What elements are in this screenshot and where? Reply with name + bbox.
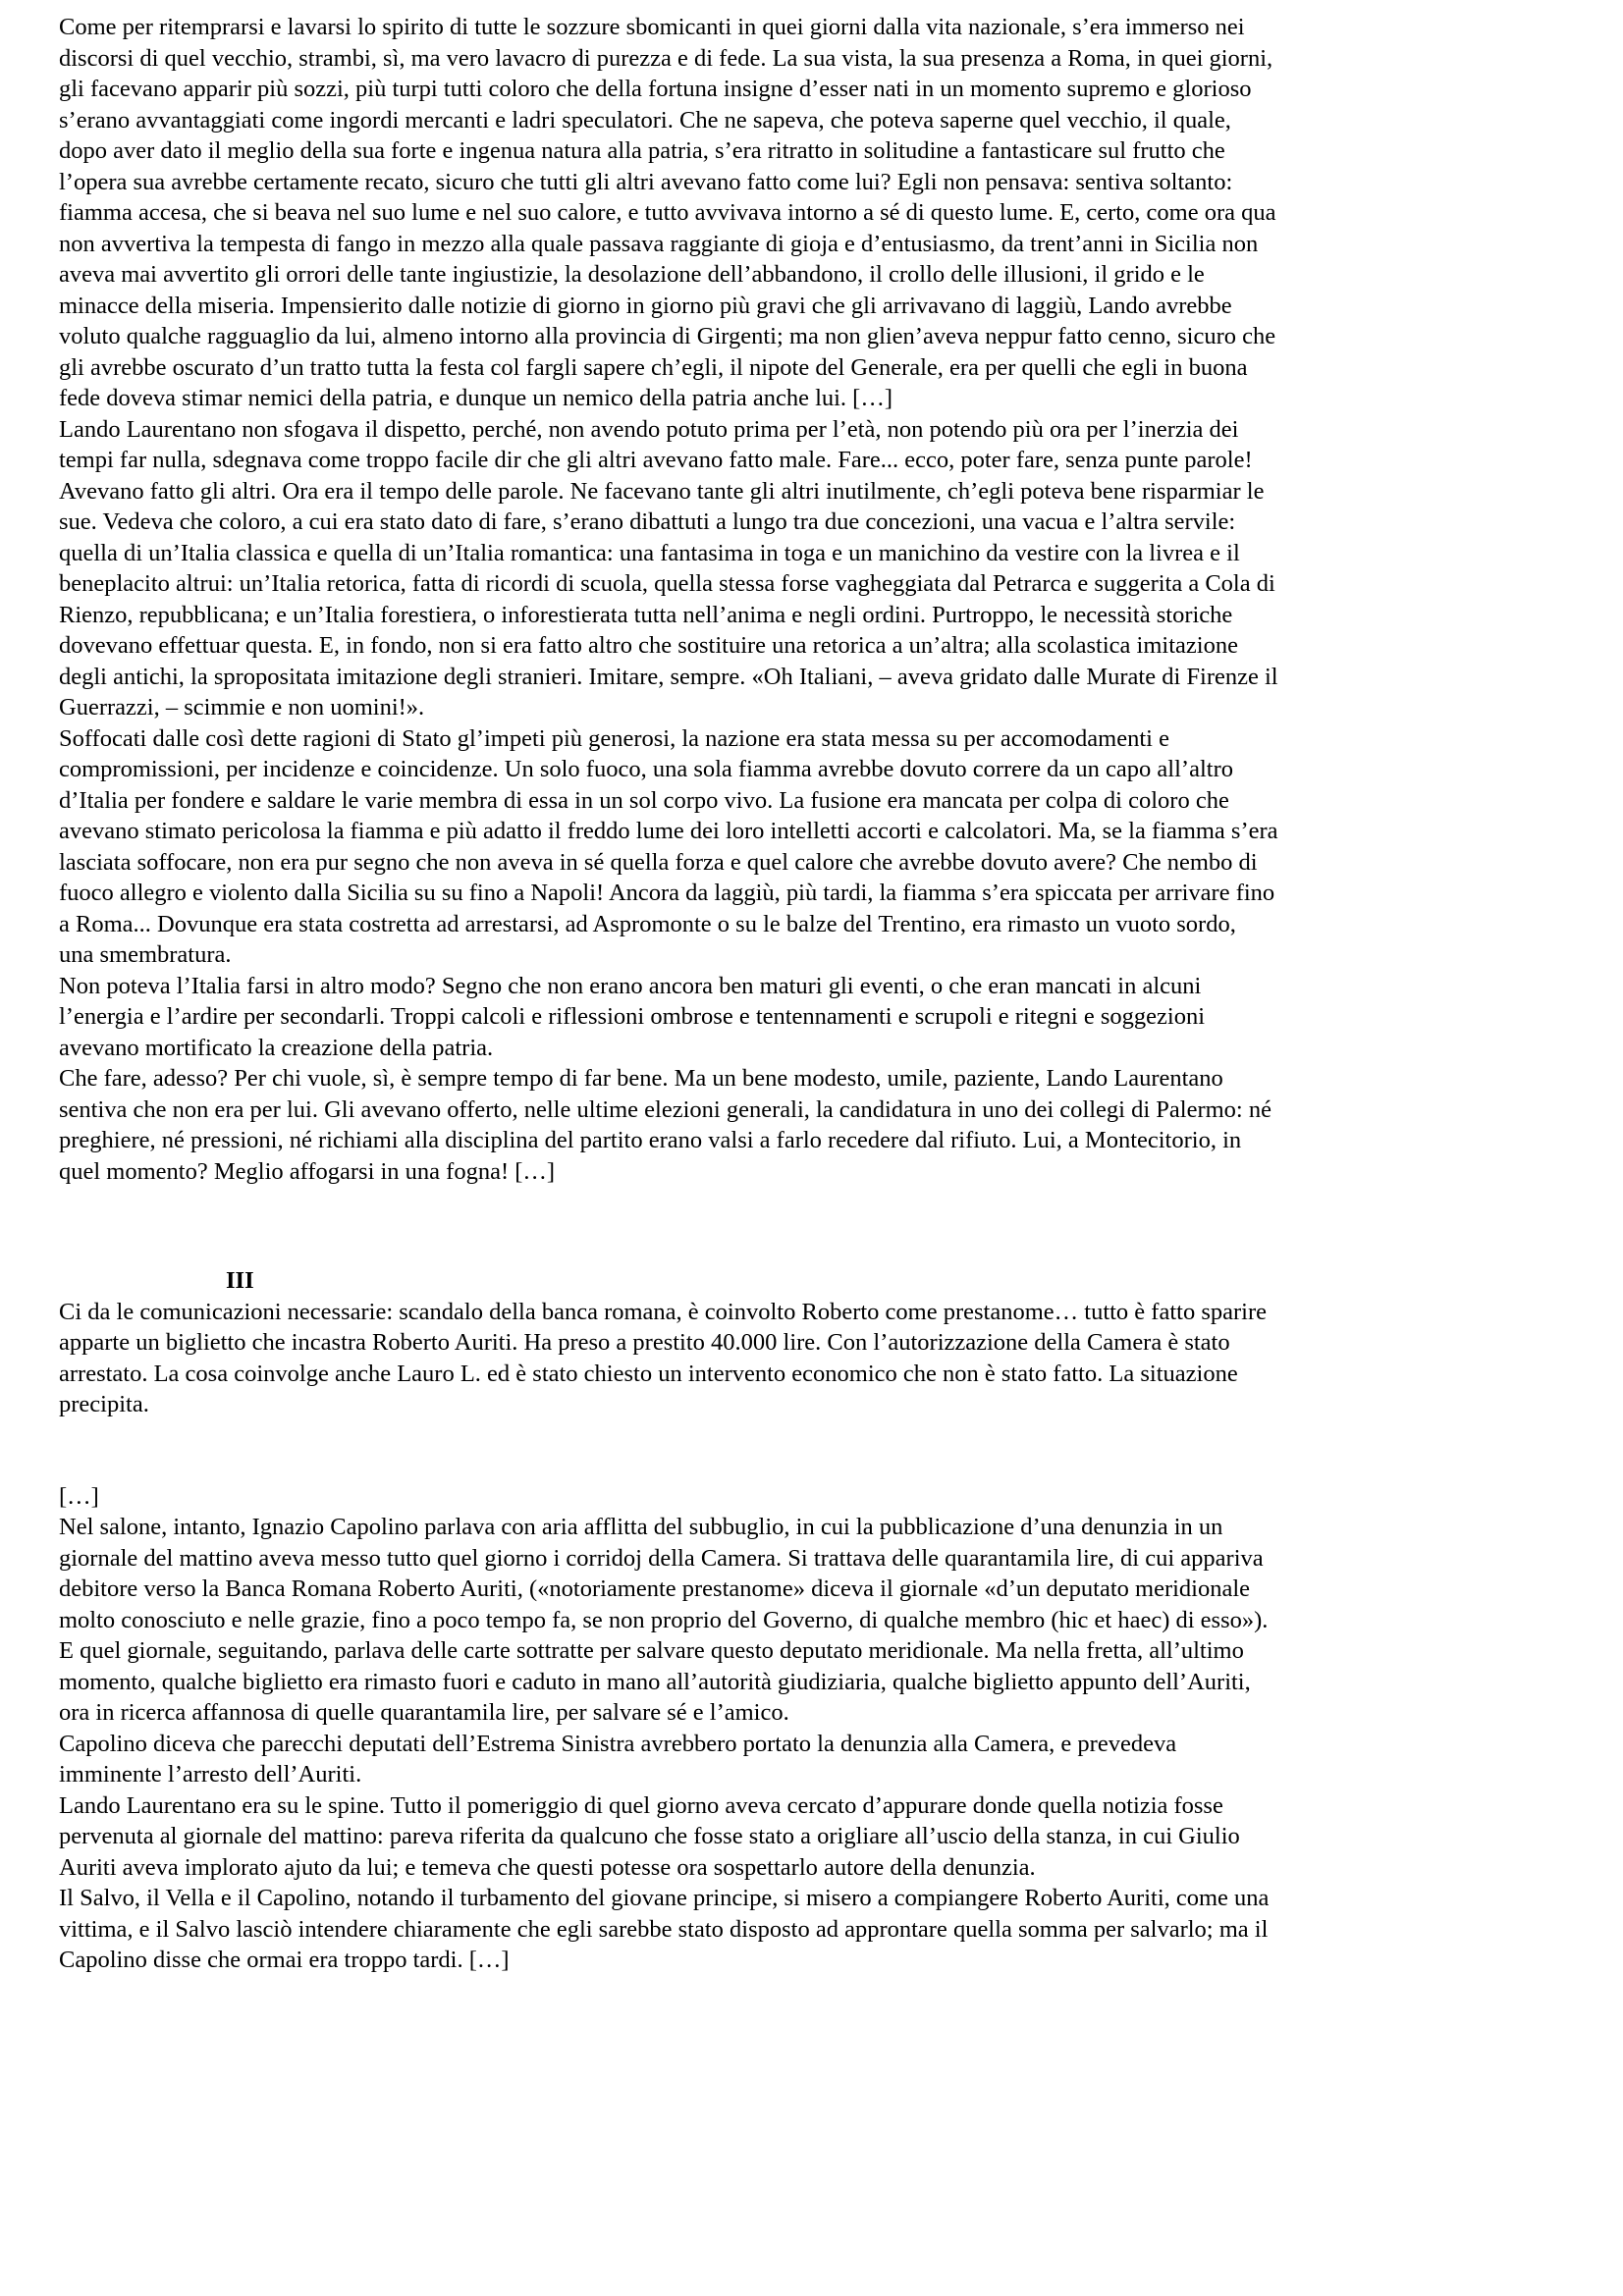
text-line: discorsi di quel vecchio, strambi, sì, ma vero lavacro di purezza e di fede. La sua vista, la sua presenza a Roma, in quei giorni, xyxy=(59,44,1273,72)
text-line: fiamma accesa, che si beava nel suo lume e nel suo calore, e tutto avvivava intorno a sé di questo lume. E, certo, come ora qua xyxy=(59,199,1276,226)
paragraph-fiamma-accesa xyxy=(59,12,1623,414)
paragraph-lando-dispetto xyxy=(59,414,1623,723)
text-line: pervenuta al giornale del mattino: pareva riferita da qualcuno che fosse stato a origliare all’uscio della stanza, in cui Giulio xyxy=(59,1823,1240,1849)
text-line: molto conosciuto e nelle grazie, fino a poco tempo fa, se non proprio del Governo, di qualche membro (hic et haec) di esso»). xyxy=(59,1606,1269,1633)
paragraph-estrema-sinistra xyxy=(59,1729,1623,1790)
text-line: Non poteva l’Italia farsi in altro modo? Segno che non erano ancora ben maturi gli eventi, o che eran mancati in alcuni xyxy=(59,972,1202,999)
text-line: Avevano fatto gli altri. Ora era il tempo delle parole. Ne facevano tante gli altri inutilmente, ch’egli poteva bene risparmiar le xyxy=(59,477,1265,505)
text-line: debitore verso la Banca Romana Roberto Auriti, («notoriamente prestanome» diceva il giornale «d’un deputato meridionale xyxy=(59,1575,1251,1602)
text-line: precipita. xyxy=(59,1391,149,1417)
text-line: momento, qualche biglietto era rimasto fuori e caduto in mano all’autorità giudiziaria, qualche biglietto appunto dell’Auriti, xyxy=(59,1668,1251,1695)
paragraph-italia-farsi xyxy=(59,971,1623,1064)
text-line: fede doveva stimar nemici della patria, e dunque un nemico della patria anche lui. […] xyxy=(59,385,893,411)
text-line: dopo aver dato il meglio della sua forte e ingenua natura alla patria, s’era ritratto in solitudine a fantasticare sul frutto che xyxy=(59,137,1225,164)
text-line: lasciata soffocare, non era pur segno che non aveva in sé quella forza e quel calore che avrebbe dovuto avere? Che nembo di xyxy=(59,848,1258,876)
text-line: fuoco allegro e violento dalla Sicilia su su fino a Napoli! Ancora da laggiù, più tardi, la fiamma s’era spiccata per arrivare fino xyxy=(59,880,1275,906)
text-line: Guerrazzi, – scimmie e non uomini!». xyxy=(59,694,425,721)
text-line: Auriti aveva implorato ajuto da lui; e temeva che questi potesse ora sospettarlo autore della denunzia. xyxy=(59,1853,1036,1881)
text-line: Il Salvo, il Vella e il Capolino, notando il turbamento del giovane principe, si misero a compiangere Roberto Auriti, come una xyxy=(59,1885,1270,1911)
chapter-heading: III xyxy=(226,1267,254,1294)
text-line: una smembratura. xyxy=(59,941,232,968)
text-line: a Roma... Dovunque era stata costretta ad arrestarsi, ad Aspromonte o su le balze del Trentino, era rimasto un vuoto sordo, xyxy=(59,910,1236,937)
text-line: degli antichi, la spropositata imitazione degli stranieri. Imitare, sempre. «Oh Italiani, – aveva gridato dalle Murate di Firenze il xyxy=(59,663,1278,690)
text-line: aveva mai avvertito gli orrori delle tante ingiustizie, la desolazione dell’abbandono, il crollo delle illusioni, il grido e le xyxy=(59,261,1205,288)
text-line: imminente l’arresto dell’Auriti. xyxy=(59,1761,362,1788)
text-line: dovevano effettuar questa. E, in fondo, non si era fatto altro che sostituire una retorica a un’altra; alla scolastica imitazione xyxy=(59,632,1238,659)
document-page xyxy=(59,12,1623,1976)
text-line: d’Italia per fondere e saldare le varie membra di essa in un sol corpo vivo. La fusione era mancata per colpa di coloro che xyxy=(59,786,1229,814)
text-line: non avvertiva la tempesta di fango in mezzo alla quale passava raggiante di gioja e d’entusiasmo, da trent’anni in Sicilia non xyxy=(59,230,1259,257)
text-line: Come per ritemprarsi e lavarsi lo spirito di tutte le sozzure sbomicanti in quei giorni dalla vita nazionale, s’era immerso nei xyxy=(59,14,1245,40)
text-line: Soffocati dalle così dette ragioni di Stato gl’impeti più generosi, la nazione era stata messa su per accomodamenti e xyxy=(59,724,1169,752)
text-line: giornale del mattino aveva messo tutto quel giorno i corridoj della Camera. Si trattava delle quarantamila lire, di cui appariva xyxy=(59,1544,1264,1572)
text-line: ora in ricerca affannosa di quelle quarantamila lire, per salvare sé e l’amico. xyxy=(59,1699,789,1726)
text-line: compromissioni, per incidenze e coincidenze. Un solo fuoco, una sola fiamma avrebbe dovuto correre da un capo all’altro xyxy=(59,756,1233,782)
text-line: gli facevano apparir più sozzi, più turpi tutti coloro che della fortuna insigne d’esser nati in un momento supremo e glorioso xyxy=(59,76,1252,102)
text-line: tempi far nulla, sdegnava come troppo facile dir che gli altri avevano fatto male. Fare... ecco, poter fare, senza punte parole! xyxy=(59,447,1253,473)
text-line: sentiva che non era per lui. Gli avevano offerto, nelle ultime elezioni generali, la candidatura in uno dei collegi di Palermo: né xyxy=(59,1095,1271,1123)
text-line: preghiere, né pressioni, né richiami alla disciplina del partito erano valsi a farlo recedere dal rifiuto. Lui, a Montecitorio, in xyxy=(59,1127,1242,1153)
text-line: voluto qualche ragguaglio da lui, almeno intorno alla provincia di Girgenti; ma non glien’aveva neppur fatto cenno, sicuro che xyxy=(59,323,1276,349)
text-line: E quel giornale, seguitando, parlava delle carte sottratte per salvare questo deputato meridionale. Ma nella fretta, all’ultimo xyxy=(59,1637,1244,1664)
text-line: quella di un’Italia classica e quella di un’Italia romantica: una fantasima in toga e un manichino da vestire con la livrea e il xyxy=(59,539,1240,566)
text-line: gli avrebbe oscurato d’un tratto tutta la festa col fargli sapere ch’egli, il nipote del Generale, era per quelli che egli in buona xyxy=(59,353,1248,381)
text-line: avevano mortificato la creazione della patria. xyxy=(59,1034,494,1061)
text-line: beneplacito altrui: un’Italia retorica, fatta di ricordi di scuola, quella stessa forse vagheggiata dal Petrarca e suggerita a Cola di xyxy=(59,570,1275,597)
section-gap xyxy=(59,1420,1623,1481)
text-line: arrestato. La cosa coinvolge anche Lauro L. ed è stato chiesto un intervento economico che non è stato fatto. La situazione xyxy=(59,1360,1238,1387)
text-line: Nel salone, intanto, Ignazio Capolino parlava con aria afflitta del subbuglio, in cui la pubblicazione d’una denunzia in un xyxy=(59,1514,1223,1540)
text-line: Che fare, adesso? Per chi vuole, sì, è sempre tempo di far bene. Ma un bene modesto, umile, paziente, Lando Laurentano xyxy=(59,1065,1223,1092)
paragraph-che-fare xyxy=(59,1063,1623,1187)
text-line: quel momento? Meglio affogarsi in una fogna! […] xyxy=(59,1157,556,1185)
text-line: vittima, e il Salvo lasciò intendere chiaramente che egli sarebbe stato disposto ad approntare quella somma per salvarlo; ma il xyxy=(59,1915,1269,1943)
text-line: minacce della miseria. Impensierito dalle notizie di giorno in giorno più gravi che gli arrivavano di laggiù, Lando avrebbe xyxy=(59,292,1232,319)
paragraph-ragioni-di-stato xyxy=(59,723,1623,971)
paragraph-salone-capolino xyxy=(59,1512,1623,1729)
text-line: Lando Laurentano non sfogava il dispetto, perché, non avendo potuto prima per l’età, non potendo più ora per l’inerzia dei xyxy=(59,415,1239,443)
paragraph-salvo-vella xyxy=(59,1883,1623,1976)
chapter-summary xyxy=(59,1297,1623,1420)
text-line: l’energia e l’ardire per secondarli. Troppi calcoli e riflessioni ombrose e tentennamenti e scrupoli e ritegni e soggezioni xyxy=(59,1003,1206,1030)
text-line: l’opera sua avrebbe certamente recato, sicuro che tutti gli altri avevano fatto come lui? Egli non pensava: sentiva soltanto: xyxy=(59,168,1233,195)
section-gap xyxy=(59,1187,1623,1265)
text-line: Capolino diceva che parecchi deputati dell’Estrema Sinistra avrebbero portato la denunzia alla Camera, e prevedeva xyxy=(59,1730,1177,1757)
text-line: Ci da le comunicazioni necessarie: scandalo della banca romana, è coinvolto Roberto come prestanome… tutto è fatto sparire xyxy=(59,1298,1267,1325)
paragraph-lando-spine xyxy=(59,1790,1623,1884)
text-line: avevano stimato pericolosa la fiamma e più adatto il freddo lume dei loro intelletti accorti e calcolatori. Ma, se la fiamma s’era xyxy=(59,818,1278,844)
ellipsis-marker: […] xyxy=(59,1482,99,1510)
text-line: apparte un biglietto che incastra Roberto Auriti. Ha preso a prestito 40.000 lire. Con l’autorizzazione della Camera è stato xyxy=(59,1329,1230,1356)
text-line: Capolino disse che ormai era troppo tardi. […] xyxy=(59,1947,510,1973)
text-line: Rienzo, repubblicana; e un’Italia forestiera, o inforestierata tutta nell’anima e negli ordini. Purtroppo, le necessità storiche xyxy=(59,601,1233,628)
text-line: s’erano avvantaggiati come ingordi mercanti e ladri speculatori. Che ne sapeva, che poteva saperne quel vecchio, il quale, xyxy=(59,106,1231,133)
text-line: Lando Laurentano era su le spine. Tutto il pomeriggio di quel giorno aveva cercato d’appurare donde quella notizia fosse xyxy=(59,1791,1223,1819)
text-line: sue. Vedeva che coloro, a cui era stato dato di fare, s’erano dibattuti a lungo tra due concezioni, una vacua e l’altra servile: xyxy=(59,508,1236,535)
